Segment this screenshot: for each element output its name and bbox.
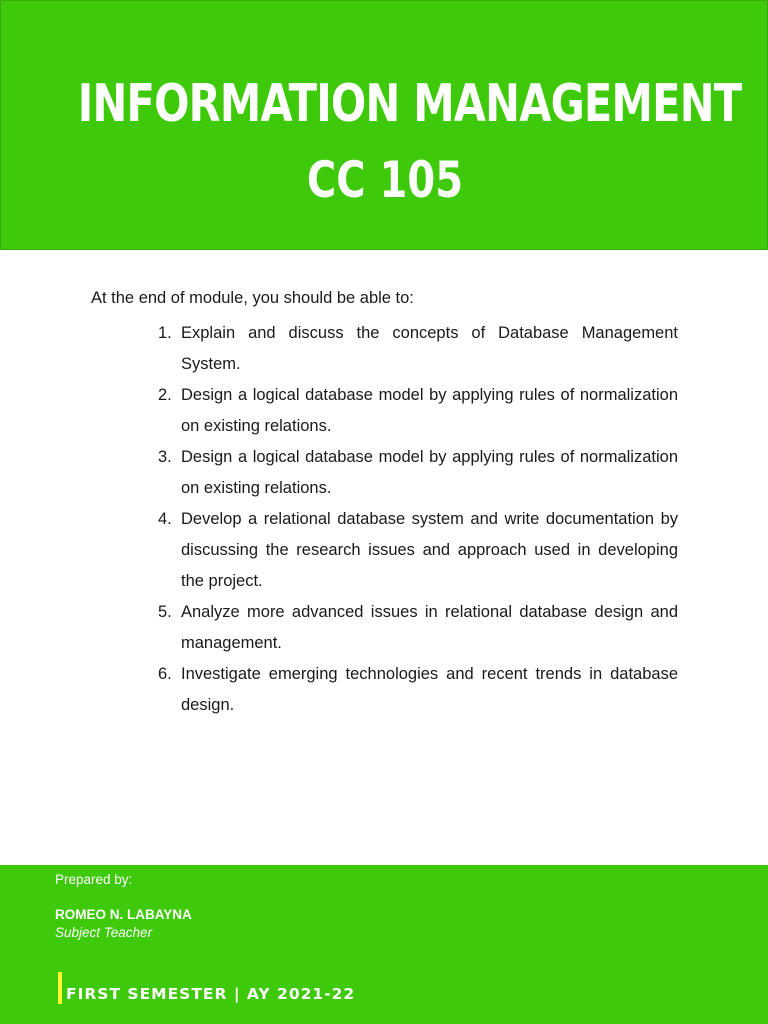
header-banner bbox=[0, 0, 768, 250]
objectives-list bbox=[150, 318, 678, 721]
objective-text: Explain and discuss the concepts of Database Management System. bbox=[181, 324, 678, 373]
objective-text: Design a logical database model by applying rules of normalization on existing relations. bbox=[181, 448, 678, 497]
objective-text: Develop a relational database system and write documentation by discussing the research issues and approach used in developing the project. bbox=[181, 510, 678, 590]
objective-text: Investigate emerging technologies and recent trends in database design. bbox=[181, 665, 678, 714]
objective-item bbox=[150, 659, 678, 721]
objective-item bbox=[150, 504, 678, 597]
author-name: ROMEO N. LABAYNA bbox=[55, 907, 192, 922]
objective-number: 5. bbox=[158, 603, 172, 621]
objective-item bbox=[150, 597, 678, 659]
objective-number: 2. bbox=[158, 386, 172, 404]
objective-number: 3. bbox=[158, 448, 172, 466]
document-title: INFORMATION MANAGEMENT bbox=[77, 74, 742, 134]
objective-text: Analyze more advanced issues in relational database design and management. bbox=[181, 603, 678, 652]
objective-item bbox=[150, 442, 678, 504]
objective-number: 1. bbox=[158, 324, 172, 342]
objectives-intro: At the end of module, you should be able to: bbox=[91, 289, 414, 307]
objective-number: 6. bbox=[158, 665, 172, 683]
semester-accent-bar bbox=[58, 972, 62, 1004]
course-code: CC 105 bbox=[306, 151, 464, 209]
objective-number: 4. bbox=[158, 510, 172, 528]
module-objectives-section bbox=[0, 250, 768, 865]
objective-item bbox=[150, 380, 678, 442]
author-role: Subject Teacher bbox=[55, 925, 153, 940]
objective-text: Design a logical database model by applying rules of normalization on existing relations. bbox=[181, 386, 678, 435]
semester-label: FIRST SEMESTER | AY 2021-22 bbox=[66, 985, 356, 1003]
prepared-by-label: Prepared by: bbox=[55, 872, 133, 887]
objective-item bbox=[150, 318, 678, 380]
footer-banner bbox=[0, 865, 768, 1024]
